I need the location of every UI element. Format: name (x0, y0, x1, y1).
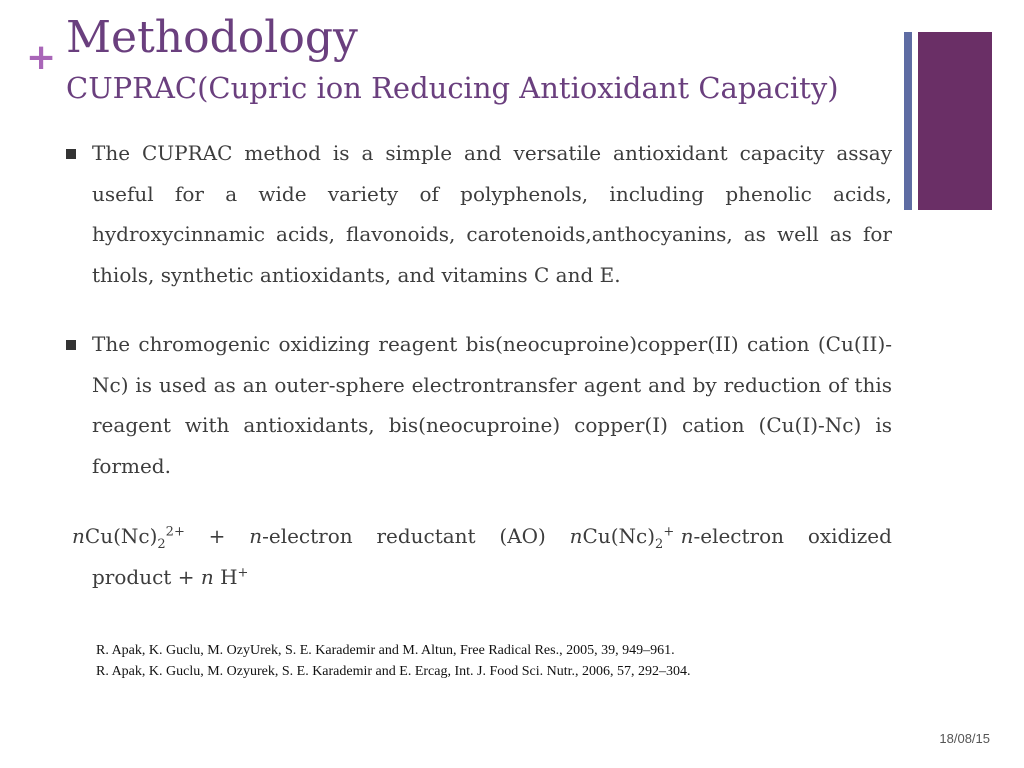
eq-plus: + (208, 524, 226, 548)
bullet-paragraph-1: The CUPRAC method is a simple and versatile antioxidant capacity assay useful for a wide variety of polyphenols, including phenolic acids, hydroxycinnamic acids, flavonoids, carotenoids,anthocyanins, as well as for thiols, synthetic antioxidants, and vitamins C and E. (92, 141, 892, 287)
plus-icon: + (26, 37, 57, 78)
bullet-paragraph-2: The chromogenic oxidizing reagent bis(neocuproine)copper(II) cation (Cu(II)-Nc) is used as an outer-sphere electrontransfer agent and by reduction of this reagent with antioxidants, bis(neocuproine) copper(I) cation (Cu(I)-Nc) is formed. (92, 332, 892, 478)
eq-reductant-word: reductant (376, 524, 476, 548)
eq-reactant: $nCu(Nc)_2^{2+}$ (72, 524, 185, 552)
decorative-bar-thick (918, 32, 992, 210)
eq-reductant: n-electron (249, 524, 353, 548)
reference-1: R. Apak, K. Guclu, M. OzyUrek, S. E. Karademir and M. Altun, Free Radical Res., 2005, 39, 949–961. (96, 643, 675, 658)
slide-subtitle: CUPRAC(Cupric ion Reducing Antioxidant Capacity) (66, 71, 839, 105)
decorative-bar-thin (904, 32, 912, 210)
references (96, 640, 691, 682)
reaction-equation (72, 516, 892, 597)
reference-2: R. Apak, K. Guclu, M. Ozyurek, S. E. Karademir and E. Ercag, Int. J. Food Sci. Nutr., 2006, 57, 292–304. (96, 664, 691, 679)
equation-line-2: product + n H+ (92, 564, 249, 589)
eq-ao: (AO) (499, 524, 546, 548)
bullet-marker-icon (66, 340, 76, 350)
slide-title: Methodology (66, 12, 358, 63)
slide-date: 18/08/15 (939, 731, 990, 746)
eq-product: $nCu(Nc)_2^+$ n-electron (569, 524, 785, 552)
eq-oxidized-word: oxidized (807, 524, 892, 548)
equation-line-1 (72, 516, 892, 557)
bullet-marker-icon (66, 149, 76, 159)
